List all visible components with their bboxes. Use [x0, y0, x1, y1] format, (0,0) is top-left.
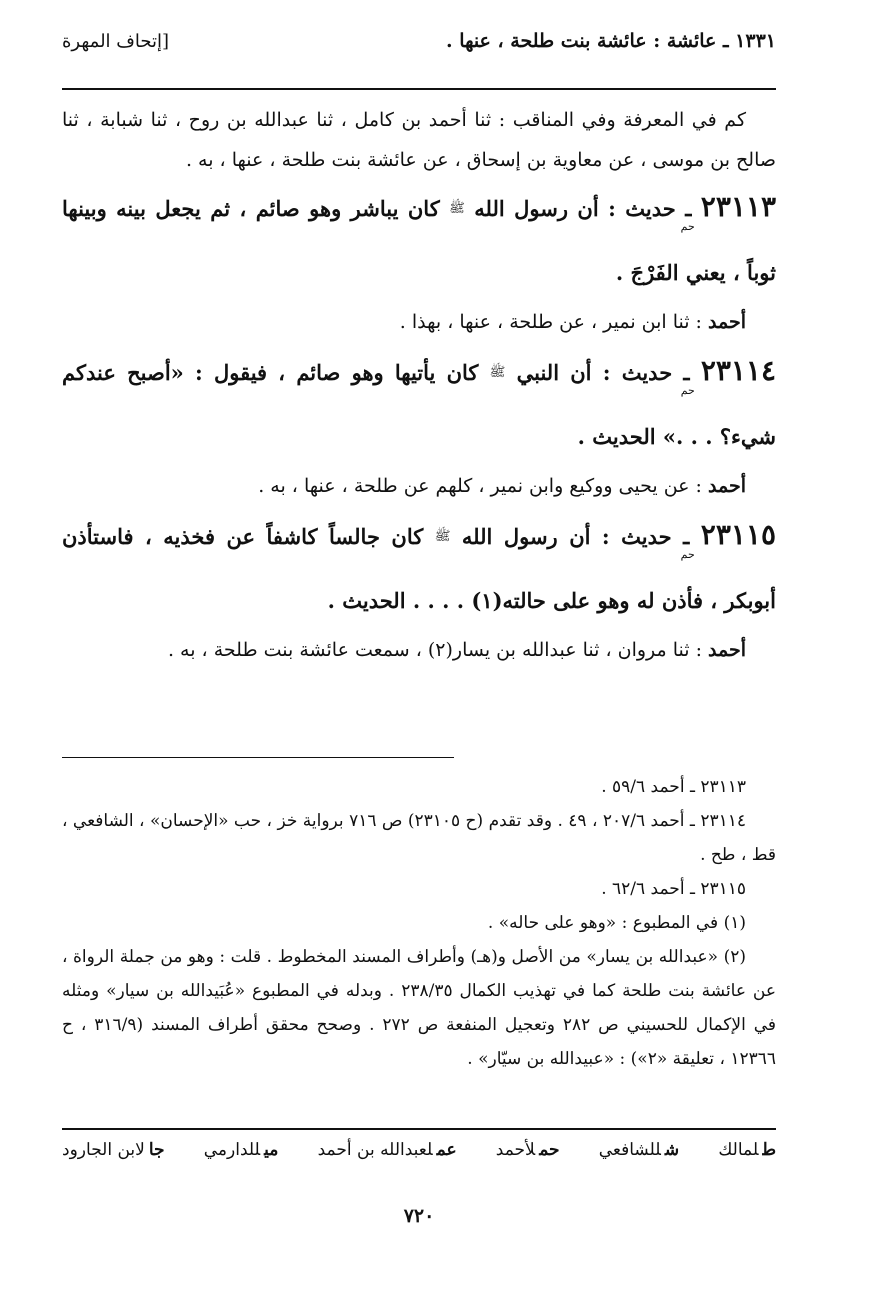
hadith-text-before: ـ حديث : أن النبي	[505, 360, 690, 385]
legend-label: لابن الجارود	[62, 1140, 145, 1160]
footnote: ٢٣١١٥ ـ أحمد ٦٢/٦ .	[601, 879, 746, 899]
entry-title: ١٣٣١ ـ عائشة : عائشة بنت طلحة ، عنها .	[446, 30, 776, 52]
continuation-paragraph: كم في المعرفة وفي المناقب : ثنا أحمد بن كامل ، ثنا عبدالله بن روح ، ثنا شبابة ، ثنا صالح بن موسى ، عن معاوية بن إسحاق ، عن عائشة بنت طلحة ، عنها ، به .	[62, 109, 776, 171]
hadith-symbol: حم	[680, 220, 695, 233]
legend-item	[496, 1140, 560, 1160]
source-text: : عن يحيى ووكيع وابن نمير ، كلهم عن طلحة ، عنها ، به .	[258, 475, 709, 497]
legend-abbr: عم	[436, 1140, 457, 1160]
source-text: : ثنا ابن نمير ، عن طلحة ، عنها ، بهذا .	[399, 311, 709, 333]
hadith-entry	[62, 348, 776, 460]
footnotes	[62, 770, 776, 1076]
legend-abbr: ط	[762, 1140, 776, 1160]
footnote: ٢٣١١٣ ـ أحمد ٥٩/٦ .	[601, 777, 746, 797]
hadith-number: ٢٣١١٣	[700, 190, 776, 223]
legend-abbr: مي	[264, 1140, 279, 1160]
hadith-text-before: ـ حديث : أن رسول الله	[464, 196, 692, 221]
footnote-separator	[62, 757, 454, 758]
legend-abbr: حم	[539, 1140, 560, 1160]
legend-label: لأحمد	[495, 1140, 536, 1160]
hadith-symbol: حم	[680, 384, 695, 397]
source-text: : ثنا مروان ، ثنا عبدالله بن يسار(٢) ، سمعت عائشة بنت طلحة ، به .	[167, 639, 709, 661]
source-name: أحمد	[708, 639, 746, 661]
hadith-entry	[62, 512, 776, 624]
hadith-source	[62, 302, 776, 342]
legend-abbr: جا	[148, 1140, 165, 1160]
salutation-glyph: ﷺ	[449, 201, 465, 216]
hadith-text-after: كان جالساً كاشفاً عن فخذيه ، فاستأذن أبوبكر ، فأذن له وهو على حالته(١) . . . . الحديث .	[62, 524, 776, 613]
footnote: (١) في المطبوع : «وهو على حاله» .	[487, 913, 746, 933]
legend-label: للشافعي	[598, 1140, 661, 1160]
hadith-symbol: حم	[680, 548, 695, 561]
legend-item	[718, 1140, 776, 1160]
legend-item	[318, 1140, 457, 1160]
salutation-glyph: ﷺ	[434, 529, 451, 544]
hadith-number: ٢٣١١٤	[700, 354, 777, 387]
legend-item	[599, 1140, 679, 1160]
hadith-source	[62, 630, 776, 670]
footnote: (٢) «عبدالله بن يسار» من الأصل و(هـ) وأطراف المسند المخطوط . قلت : وهو من جملة الرواة ، عن عائشة بنت طلحة كما في تهذيب الكمال ٢٣٨/٣٥ . وبدله في المطبوع «عُبَيدالله بن سيار» ومثله في الإكمال للحسيني ص ٢٨٢ وتعجيل المنفعة ص ٢٧٢ . وصحح محقق أطراف المسند (٣١٦/٩ ، ح ١٢٣٦٦ ، تعليقة «٢») : «عبيدالله بن سيّار» .	[62, 947, 776, 1069]
hadith-text-before: ـ حديث : أن رسول الله	[450, 524, 690, 549]
salutation-glyph: ﷺ	[489, 365, 506, 380]
footnote: ٢٣١١٤ ـ أحمد ٢٠٧/٦ ، ٤٩ . وقد تقدم (ح ٢٣١٠٥) ص ٧١٦ برواية خز ، حب «الإحسان» ، الشافعي ، قط ، طح .	[62, 811, 776, 865]
legend-label: لمالك	[718, 1140, 759, 1160]
legend-rule	[62, 1128, 776, 1130]
legend-item	[62, 1140, 165, 1160]
hadith-text-after: كان يأتيها وهو صائم ، فيقول : «أصبح عندكم شيء؟ . . .» الحديث .	[62, 360, 776, 449]
header-rule	[62, 88, 776, 90]
hadith-source	[62, 466, 776, 506]
book-title: [إتحاف المهرة	[62, 31, 170, 52]
hadith-entry	[62, 184, 776, 296]
page-number: ٧٢٠	[403, 1205, 435, 1227]
abbreviation-legend	[62, 1140, 776, 1160]
running-header	[62, 30, 776, 66]
source-name: أحمد	[708, 311, 746, 333]
page	[62, 30, 777, 1227]
hadith-text-after: كان يباشر وهو صائم ، ثم يجعل بينه وبينها ثوباً ، يعني الفَرْجَ .	[62, 196, 776, 285]
legend-label: لعبدالله بن أحمد	[317, 1140, 433, 1160]
source-name: أحمد	[708, 475, 746, 497]
legend-abbr: ش	[664, 1140, 680, 1160]
legend-label: للدارمي	[203, 1140, 261, 1160]
legend-item	[204, 1140, 279, 1160]
hadith-number: ٢٣١١٥	[700, 518, 776, 551]
